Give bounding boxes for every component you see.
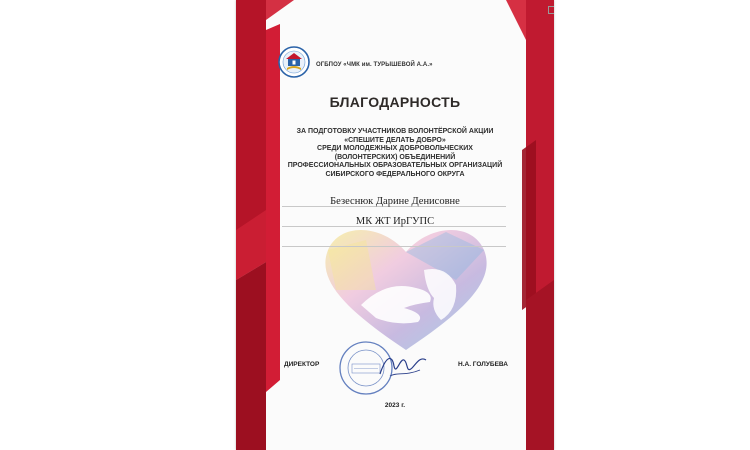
reason-line: (ВОЛОНТЕРСКИХ) ОБЪЕДИНЕНИЙ — [334, 153, 456, 161]
recipient-name: Безеснюк Дарине Денисовне — [330, 196, 460, 207]
reason-line: СИБИРСКОГО ФЕДЕРАЛЬНОГО ОКРУГА — [325, 170, 465, 178]
reason-line: ЗА ПОДГОТОВКУ УЧАСТНИКОВ ВОЛОНТЁРСКОЙ АКЦИИ — [296, 128, 494, 135]
reason-text — [276, 128, 514, 180]
empty-underline — [282, 246, 506, 247]
reason-line: ПРОФЕССИОНАЛЬНЫХ ОБРАЗОВАТЕЛЬНЫХ ОРГАНИЗАЦИЙ — [287, 162, 503, 170]
recipient-organization: МК ЖТ ИрГУПС — [355, 216, 435, 227]
certificate-sheet — [236, 0, 554, 450]
organization-header — [278, 46, 433, 78]
heart-hands-illustration — [306, 210, 506, 360]
director-title: ДИРЕКТОР — [284, 361, 320, 368]
reason-line: СРЕДИ МОЛОДЕЖНЫХ ДОБРОВОЛЬЧЕСКИХ — [317, 145, 473, 153]
document-title: БЛАГОДАРНОСТЬ — [329, 94, 461, 110]
signature-row — [236, 358, 554, 378]
corner-mark — [548, 6, 554, 14]
reason-line: «СПЕШИТЕ ДЕЛАТЬ ДОБРО» — [344, 136, 446, 144]
document-year: 2023 г. — [384, 402, 406, 409]
organization-name: ОГБПОУ «ЧМК им. ТУРЫШЕВОЙ А.А.» — [316, 62, 433, 68]
college-logo-icon — [278, 46, 310, 78]
signer-name: Н.А. ГОЛУБЕВА — [458, 361, 508, 368]
